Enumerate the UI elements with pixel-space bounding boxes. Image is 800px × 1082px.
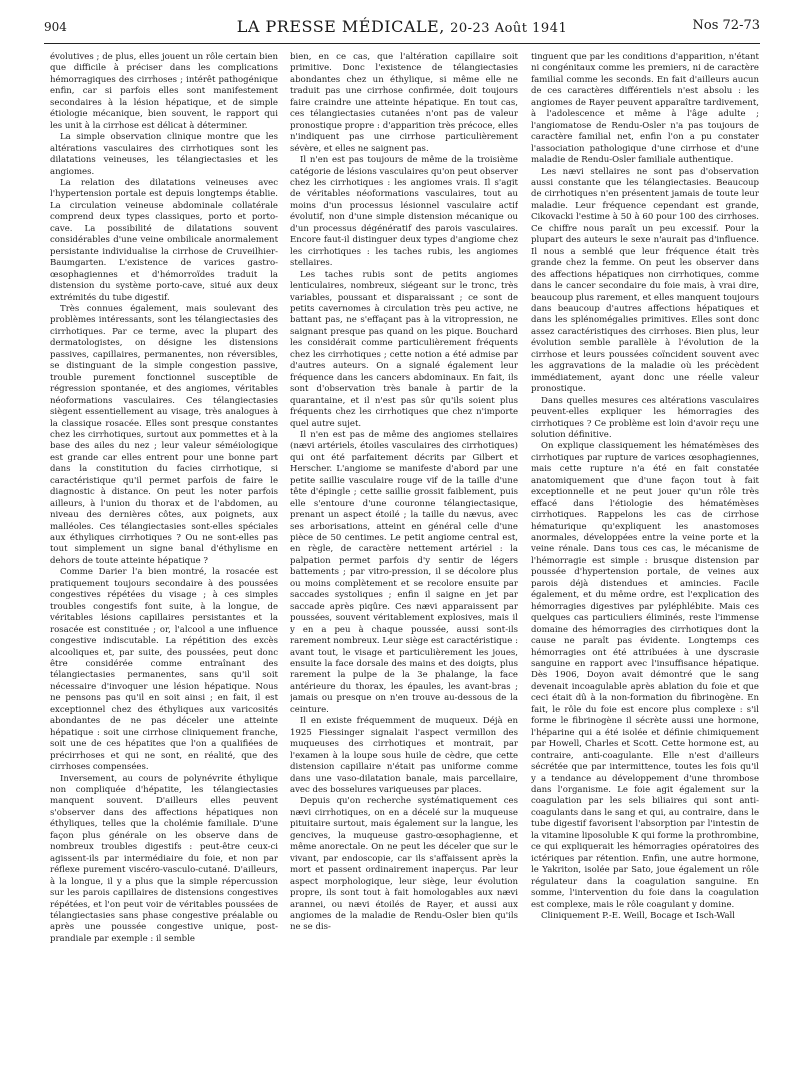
paragraph: Il n'en est pas de même des angiomes stellaires (nævi artériels, étoiles vasculaires des cirrhotiques) qui ont été parfaitement décrits par Gilbert et Herscher. L'angiome se manifeste d'abord par une petite saillie vasculaire rouge vif de la taille d'une tête d'épingle ; cette saillie grossit faiblement, puis elle s'entoure d'une couronne télangiectasique, prenant un aspect étoilé ; la taille du nævus, avec ses arborisations, atteint en général celle d'une pièce de 50 centimes. Le petit angiome central est, en règle, de caractère nettement artériel : la palpation permet parfois d'y sentir de légers battements ; par vitro-pression, il se décolore plus ou moins complètement et se recolore ensuite par saccades systoliques ; enfin il saigne en jet par saccade après piqûre. Ces nævi apparaissent par poussées, souvent véritablement explosives, mais il y en a peu à chaque poussée, aussi sont-ils rarement nombreux. Leur siège est caractéristique : avant tout, le visage et particulièrement les joues, ensuite la face dorsale des mains et des doigts, plus rarement la pulpe de la 3e phalange, la face antérieure du thorax, les épaules, les avant-bras ; jamais ou presque on n'en trouve au-dessous de la ceinture. (290, 429, 518, 715)
paragraph: évolutives ; de plus, elles jouent un rôle certain bien que difficile à préciser dans les complications hémorragiques des cirrhoses ; intérêt pathogénique enfin, car si parfois elles sont manifestement secondaires à la lésion hépatique, et de simple étiologie mécanique, bien souvent, le rapport qui les unit à la cirrhose est délicat à déterminer. (50, 52, 278, 131)
issue-number: Nos 72-73 (692, 18, 760, 33)
paragraph: La simple observation clinique montre que les altérations vasculaires des cirrhotiques sont les dilatations veineuses, les télangiectasies et les angiomes. (50, 132, 278, 177)
paragraph: Inversement, au cours de polynévrite éthylique non compliquée d'hépatite, les télangiectasies manquent souvent. D'ailleurs elles peuvent s'observer dans des affections hépatiques non éthyliques, telles que la cholémie familiale. D'une façon plus générale on les observe dans de nombreux troubles digestifs : peut-être ceux-ci agissent-ils par intermédiaire du foie, et non par réflexe purement viscéro-vasculo-cutané. D'ailleurs, à la longue, il y a plus que la simple répercussion sur les parois capillaires de distensions congestives répétées, et l'on peut voir de véritables poussées de télangiectasies sans phase congestive préalable ou après une poussée congestive unique, post-prandiale par exemple : il semble (50, 773, 278, 944)
paragraph: Depuis qu'on recherche systématiquement ces nævi cirrhotiques, on en a décelé sur la muqueuse pituitaire surtout, mais également sur la langue, les gencives, la muqueuse gastro-œsophagienne, et même anorectale. On ne peut les déceler que sur le vivant, par endoscopie, car ils s'affaissent après la mort et passent ordinairement inaperçus. Par leur aspect morphologique, leur siège, leur évolution propre, ils sont tout à fait homologables aux nævi arannei, ou nævi étoilés de Rayer, et aussi aux angiomes de la maladie de Rendu-Osler bien qu'ils ne se dis- (290, 796, 518, 933)
column-2 (290, 52, 518, 1072)
article-body (50, 52, 760, 1072)
paragraph: bien, en ce cas, que l'altération capillaire soit primitive. Donc l'existence de télangiectasies abondantes chez un éthylique, si même elle ne traduit pas une cirrhose confirmée, doit toujours faire craindre une atteinte hépatique. En tout cas, ces télangiectasies cutanées n'ont pas de valeur pronostique propre : d'apparition très précoce, elles n'indiquent pas une cirrhose particulièrement sévère, et elles ne saignent pas. (290, 52, 518, 154)
paragraph: Très connues également, mais soulevant des problèmes intéressants, sont les télangiectasies des cirrhotiques. Par ce terme, avec la plupart des dermatologistes, on désigne les distensions passives, capillaires, permanentes, non réversibles, se distinguant de la simple congestion passive, trouble purement fonctionnel susceptible de régression spontanée, et des angiomes, véritables néoformations vasculaires. Ces télangiectasies siègent essentiellement au visage, très analogues à la classique rosacée. Elles sont presque constantes chez les cirrhotiques, surtout aux pommettes et à la base des ailes du nez ; leur valeur séméiologique est grande car elles entrent pour une bonne part dans la constitution du facies cirrhotique, si caractéristique qu'il permet parfois de faire le diagnostic à distance. On peut les noter parfois ailleurs, à l'union du thorax et de l'abdomen, au niveau des dernières côtes, aux poignets, aux malléoles. Ces télangiectasies sont-elles spéciales aux éthyliques cirrhotiques ? Ou ne sont-elles pas tout simplement un signe banal d'éthylisme en dehors de toute atteinte hépatique ? (50, 303, 278, 566)
issue-date: 20-23 Août 1941 (450, 21, 568, 36)
paragraph: Il n'en est pas toujours de même de la troisième catégorie de lésions vasculaires qu'on peut observer chez les cirrhotiques : les angiomes vrais. Il s'agit de véritables néoformations vasculaires, tout au moins d'un processus lésionnel vasculaire actif évolutif, non d'une simple distension mécanique ou d'un processus dégénératif des parois vasculaires. Encore faut-il distinguer deux types d'angiome chez les cirrhotiques : les taches rubis, les angiomes stellaires. (290, 155, 518, 269)
paragraph: Comme Darier l'a bien montré, la rosacée est pratiquement toujours secondaire à des poussées congestives répétées du visage ; à ces simples troubles congestifs font suite, à la longue, de véritables lésions capillaires persistantes et la rosacée est constituée ; or, l'alcool a une influence congestive indiscutable. La répétition des excès alcooliques et, par suite, des poussées, peut donc être considérée comme entraînant des télangiectasies permanentes, sans qu'il soit nécessaire d'invoquer une lésion hépatique. Nous ne pensons pas qu'il en soit ainsi ; en fait, il est exceptionnel chez des éthyliques aux varicosités abondantes de ne pas déceler une atteinte hépatique : soit une cirrhose cliniquement franche, soit une de ces hépatites que l'on a qualifiées de précirrhoses et qui ne sont, en réalité, que des cirrhoses compensées. (50, 567, 278, 773)
page-header (44, 6, 760, 36)
paragraph: tinguent que par les conditions d'apparition, n'étant ni congénitaux comme les premiers, ni de caractère familial comme les seconds. En fait d'ailleurs aucun de ces caractères différentiels n'est absolu : les angiomes de Rayer peuvent apparaître tardivement, à l'adolescence et même à l'âge adulte ; l'angiomatose de Rendu-Osler n'a pas toujours de caractère familial net, enfin l'on a pu constater l'association pathologique d'une cirrhose et d'une maladie de Rendu-Osler familiale authentique. (531, 52, 759, 166)
paragraph: Cliniquement P.-E. Weill, Bocage et Isch-Wall (541, 910, 736, 921)
journal-title: LA PRESSE MÉDICALE, (236, 17, 445, 36)
paragraph: On explique classiquement les hématémèses des cirrhotiques par rupture de varices œsophagiennes, mais cette rupture n'a été en fait constatée anatomiquement que d'une façon tout à fait exceptionnelle et ne peut jouer qu'un rôle très effacé dans l'étiologie des hématémèses cirrhotiques. Rappelons les cas de cirrhose hématurique qu'expliquent les anastomoses anormales, développées entre la veine porte et la veine rénale. Dans tous ces cas, le mécanisme de l'hémorragie est simple : brusque distension par poussée d'hypertension portale, de veines aux parois déjà distendues et amincies. Facile également, et du même ordre, est l'explication des hémorragies digestives par pyléphlébite. Mais ces quelques cas particuliers éliminés, reste l'immense domaine des hémorragies des cirrhotiques dont la cause ne paraît pas évidente. Longtemps ces hémorragies ont été attribuées à une dyscrasie sanguine en rapport avec l'insuffisance hépatique. Dès 1906, Doyon avait démontré que le sang devenait incoagulable après ablation du foie et que ceci était dû à la non-formation du fibrinogène. En fait, le rôle du foie est encore plus complexe : s'il forme le fibrinogène il sécrète aussi une hormone, l'héparine qui a été isolée et définie chimiquement par Howell, Charles et Scott. Cette hormone est, au contraire, anti-coagulante. Elle n'est d'ailleurs sécrétée que par intermittence, toutes les fois qu'il y a tendance au développement d'une thrombose dans l'organisme. Le foie agit également sur la coagulation par les sels biliaires qui sont anti-coagulants dans le sang et qui, au contraire, dans le tube digestif favorisent l'absorption par l'intestin de la vitamine liposoluble K qui forme la prothrombine, ce qui expliquerait les hémorragies opératoires des ictériques par rétention. Enfin, une autre hormone, le Yakriton, isolée par Sato, joue également un rôle régulateur dans la coagulation sanguine. En somme, l'intervention du foie dans la coagulation est complexe, mais le rôle coagulant y domine. (531, 441, 759, 910)
page-number: 904 (44, 20, 67, 34)
column-3 (531, 52, 759, 1072)
header-rule (44, 43, 760, 44)
paragraph: La relation des dilatations veineuses avec l'hypertension portale est depuis longtemps établie. La circulation veineuse abdominale collatérale comprend deux types classiques, porto et porto-cave. La possibilité de dilatations souvent considérables d'une veine ombilicale anormalement persistante individualise la cirrhose de Cruveilhier-Baumgarten. L'existence de varices gastro-œsophagiennes et d'hémorroïdes traduit la distension du système porto-cave, situé aux deux extrémités du tube digestif. (50, 177, 278, 303)
paragraph: Les nævi stellaires ne sont pas d'observation aussi constante que les télangiectasies. Beaucoup de cirrhotiques n'en présentent jamais de toute leur maladie. Leur fréquence cependant est grande, Cikovacki l'estime à 50 à 60 pour 100 des cirrhoses. Ce chiffre nous paraît un peu excessif. Pour la plupart des auteurs le sexe n'aurait pas d'influence. Il nous a semblé que leur fréquence était très grande chez la femme. On peut les observer dans des affections hépatiques non cirrhotiques, comme dans le cancer secondaire du foie mais, à vrai dire, beaucoup plus rarement, et elles manquent toujours dans beaucoup d'autres affections hépatiques et dans les splénomégalies primitives. Elles sont donc assez caractéristiques des cirrhoses. Bien plus, leur évolution semble parallèle à l'évolution de la cirrhose et leurs poussées coïncident souvent avec les aggravations de la maladie où les précèdent immédiatement, ayant donc une réelle valeur pronostique. (531, 166, 759, 395)
paragraph: Dans quelles mesures ces altérations vasculaires peuvent-elles expliquer les hémorragies des cirrhotiques ? Ce problème est loin d'avoir reçu une solution définitive. (531, 395, 759, 440)
column-1 (50, 52, 278, 1072)
paragraph: Il en existe fréquemment de muqueux. Déjà en 1925 Fiessinger signalait l'aspect vermillon des muqueuses des cirrhotiques et montrait, par l'examen à la loupe sous huile de cèdre, que cette distension capillaire n'était pas uniforme comme dans une vaso-dilatation banale, mais parcellaire, avec des bosselures variqueuses par places. (290, 716, 518, 795)
paragraph: Les taches rubis sont de petits angiomes lenticulaires, nombreux, siégeant sur le tronc, très variables, poussant et disparaissant ; ce sont de petits cavernomes à circulation très peu active, ne battant pas, ne s'effaçant pas à la vitropression, ne saignant presque pas quand on les pique. Bouchard les considérait comme particulièrement fréquents chez les cirrhotiques ; cette notion a été admise par d'autres auteurs. On a signalé également leur fréquence dans les cancers abdominaux. En fait, ils sont d'observation très banale à partir de la quarantaine, et il n'est pas sûr qu'ils soient plus fréquents chez les cirrhotiques que chez n'importe quel autre sujet. (290, 269, 518, 429)
running-title (44, 17, 760, 36)
